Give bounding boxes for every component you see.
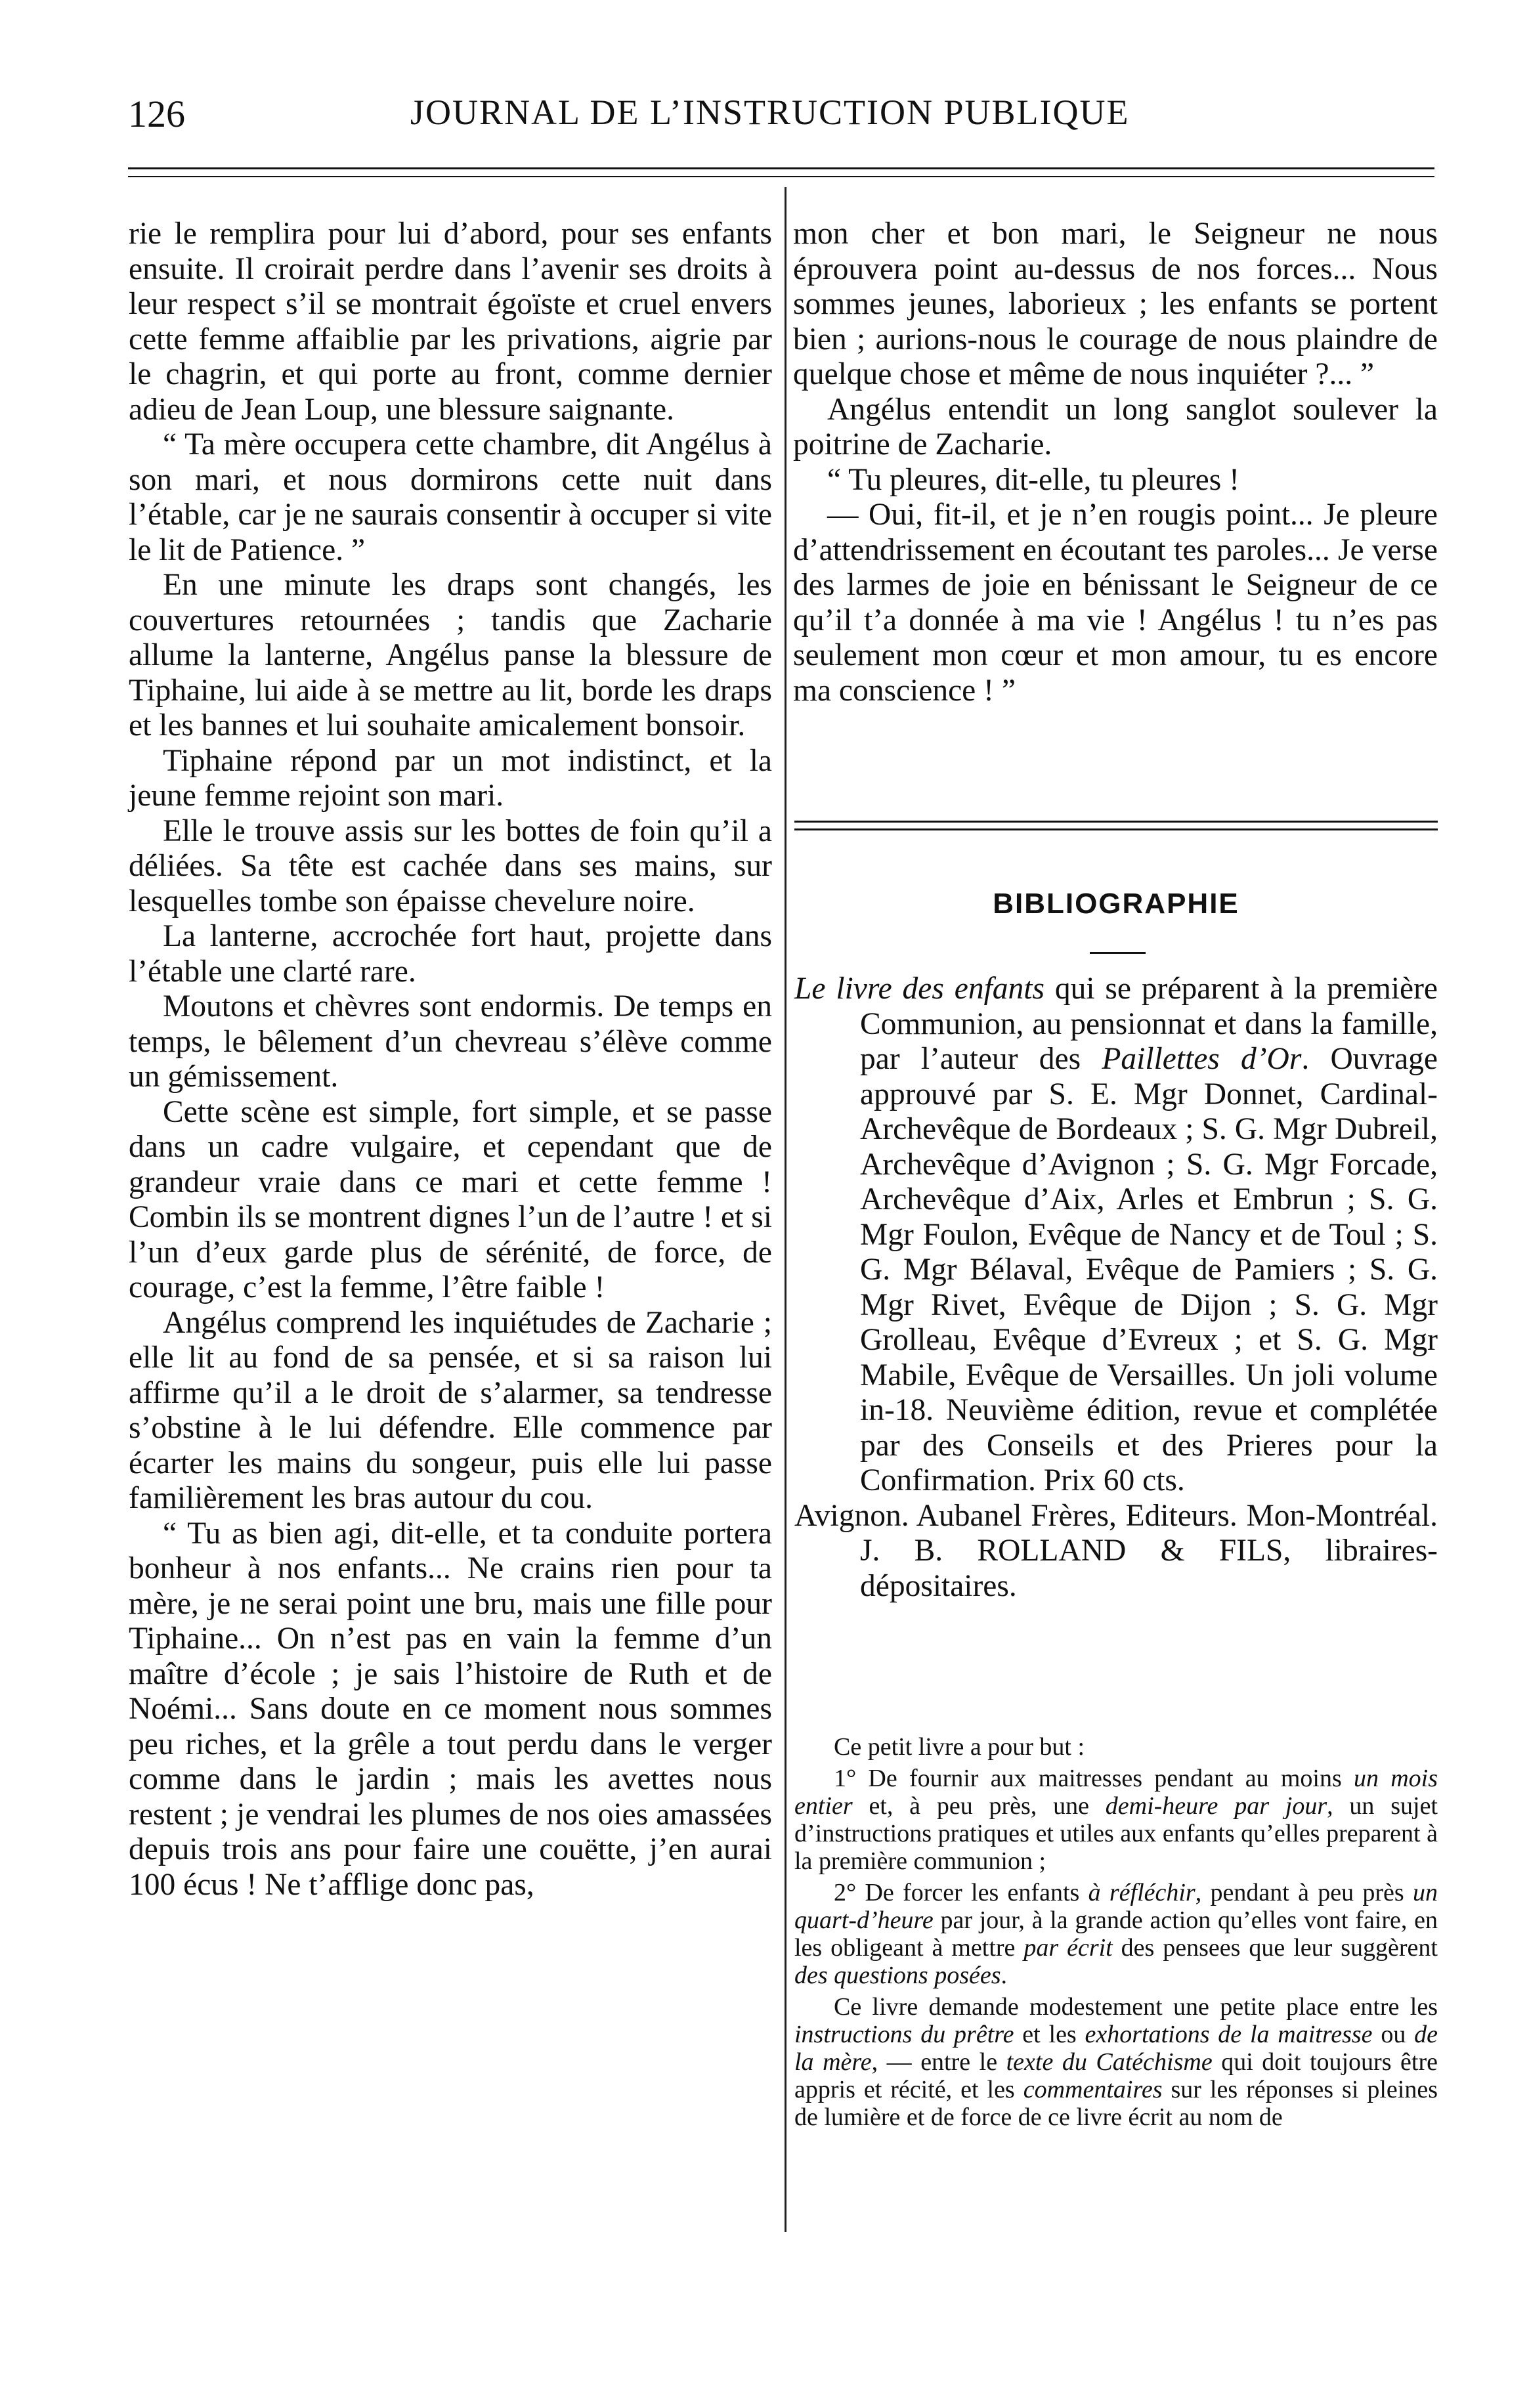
paragraph: Angélus entendit un long sanglot soulever la poitrine de Zacharie. (793, 392, 1438, 462)
text-run: des pensees que leur suggèrent (1112, 1934, 1438, 1962)
paragraph: Tiphaine répond par un mot indistinct, et la jeune femme rejoint son mari. (129, 743, 772, 813)
publisher-line: Avignon. Aubanel Frères, Editeurs. Mon-Montréal. J. B. ROLLAND & FILS, libraires-dépositaires. (794, 1498, 1438, 1603)
section-rule (794, 821, 1438, 823)
text-run: commentaires (1023, 2076, 1163, 2103)
text-run: , un sujet d’instructions pratiques et utiles aux enfants qu’elles preparent à la première communion ; (794, 1792, 1438, 1875)
text-run: qui doit toujours être appris et récité, et les (794, 2048, 1438, 2103)
text-run: . (1001, 1962, 1008, 1989)
paragraph: “ Tu pleures, dit-elle, tu pleures ! (827, 462, 1239, 497)
paragraph: En une minute les draps sont changés, les couvertures retournées ; tandis que Zacharie allume la lanterne, Angélus panse la blessure de Tiphaine, lui aide à se mettre au lit, borde les draps et les bannes et lui souhaite amicalement bonsoir. (129, 568, 772, 742)
text-run: exhortations de la maitresse (1085, 2021, 1373, 2048)
text-run: à réfléchir (1088, 1879, 1195, 1906)
paragraph: Angélus comprend les inquiétudes de Zacharie ; elle lit au fond de sa pensée, et si sa raison lui affirme qu’il a le droit de s’alarmer, sa tendresse s’obstine à le lui défendre. Elle commence par écarter les mains du songeur, puis elle lui passe familièrement les bras autour du cou. (129, 1305, 772, 1515)
book-purpose (794, 1733, 1438, 2135)
column-divider (785, 187, 786, 2232)
text-run: sur les réponses si pleines de lumière et de force de ce livre écrit au nom de (794, 2076, 1438, 2131)
text-run: des questions posées (794, 1962, 1001, 1989)
purpose-item-1 (794, 1765, 1438, 1875)
bibliography-entry (794, 972, 1438, 1604)
book-approvals: . Ouvrage approuvé par S. E. Mgr Donnet, Cardinal-Archevêque de Bordeaux ; S. G. Mgr Dubreil, Archevêque d’Avignon ; S. G. Mgr Forcade, Archevêque d’Aix, Arles et Embrun ; S. G. Mgr Foulon, Evêque de Nancy et de Toul ; S. G. Mgr Bélaval, Evêque de Pamiers ; S. G. Mgr Rivet, Evêque de Dijon ; S. G. Mgr Grolleau, Evêque d’Evreux ; et S. G. Mgr Mabile, Evêque de Versailles. Un joli volume in-18. Neuvième édition, revue et complétée par des Conseils et des Prieres pour la Confirmation. Prix 60 cts. (860, 1042, 1438, 1497)
paragraph: “ Tu as bien agi, dit-elle, et ta conduite portera bonheur à nos enfants... Ne crains rien pour ta mère, je ne serai point une bru, mais une fille pour Tiphaine... On n’est pas en vain la femme d’un maître d’école ; je sais l’histoire de Ruth et de Noémi... Sans doute en ce moment nous sommes peu riches, et la grêle a tout perdu dans le verger comme dans le jardin ; mais les avettes nous restent ; je vendrai les plumes de nos oies amassées depuis trois ans pour faire une couëtte, j’en aurai 100 écus ! Ne t’afflige donc pas, (129, 1516, 772, 1902)
text-run: instructions du prêtre (794, 2021, 1014, 2048)
left-column (129, 217, 772, 1903)
purpose-intro: Ce petit livre a pour but : (834, 1733, 1085, 1761)
page-header (128, 92, 1431, 144)
header-rule (128, 167, 1434, 169)
page-number: 126 (128, 93, 185, 135)
section-short-rule (1090, 952, 1146, 954)
text-run: 2° De forcer les enfants (834, 1879, 1088, 1906)
paragraph: Cette scène est simple, fort simple, et se passe dans un cadre vulgaire, et cependant que de grandeur vraie dans ce mari et cette femme ! Combin ils se montrent dignes l’un de l’autre ! et si l’un d’eux garde plus de sérénité, de force, de courage, c’est la femme, l’être faible ! (129, 1094, 772, 1304)
paragraph: Moutons et chèvres sont endormis. De temps en temps, le bêlement d’un chevreau s’élève comme un gémissement. (129, 989, 772, 1094)
paragraph: “ Ta mère occupera cette chambre, dit Angélus à son mari, et nous dormirons cette nuit dans l’étable, car je ne saurais consentir à occuper si vite le lit de Patience. ” (129, 427, 772, 567)
text-run: un mois entier (794, 1765, 1438, 1820)
text-run: de la mère (794, 2021, 1438, 2076)
purpose-item-2 (794, 1879, 1438, 1989)
paragraph: La lanterne, accrochée fort haut, projette dans l’étable une clarté rare. (129, 919, 772, 989)
referenced-work: Paillettes d’Or (1102, 1042, 1302, 1076)
text-run: et, à peu près, une (852, 1792, 1106, 1820)
book-title: Le livre des enfants (794, 972, 1044, 1006)
text-run: et les (1014, 2021, 1085, 2048)
text-run: , — entre le (871, 2048, 1006, 2076)
right-column (793, 217, 1438, 708)
section-title: BIBLIOGRAPHIE (993, 888, 1239, 920)
paragraph: Elle le trouve assis sur les bottes de foin qu’il a déliées. Sa tête est cachée dans ses mains, sur lesquelles tombe son épaisse chevelure noire. (129, 813, 772, 918)
text-run: ou (1372, 2021, 1415, 2048)
book-description: qui se préparent à la première Communion, au pensionnat et dans la famille, par l’auteur des (860, 972, 1438, 1076)
text-run: Ce livre demande modestement une petite place entre les (834, 1993, 1438, 2021)
paragraph: mon cher et bon mari, le Seigneur ne nous éprouvera point au-dessus de nos forces... Nous sommes jeunes, laborieux ; les enfants se portent bien ; aurions-nous le courage de nous plaindre de quelque chose et même de nous inquiéter ?... ” (793, 217, 1438, 391)
running-title: JOURNAL DE L’INSTRUCTION PUBLIQUE (410, 93, 1130, 132)
text-run: texte du Catéchisme (1006, 2048, 1213, 2076)
section-rule-secondary (794, 828, 1438, 830)
text-run: par écrit (1023, 1934, 1113, 1962)
text-run: un quart-d’heure (794, 1879, 1438, 1934)
text-run: demi-heure par jour (1105, 1792, 1327, 1820)
bibliography-citation (794, 972, 1438, 1499)
text-run: 1° De fournir aux maitresses pendant au moins (834, 1765, 1354, 1792)
purpose-item-3 (794, 1993, 1438, 2131)
paragraph: rie le remplira pour lui d’abord, pour ses enfants ensuite. Il croirait perdre dans l’avenir ses droits à leur respect s’il se montrait égoïste et cruel envers cette femme affaiblie par les privations, aigrie par le chagrin, et qui porte au front, comme dernier adieu de Jean Loup, une blessure saignante. (129, 217, 772, 427)
text-run: , pendant à peu près (1195, 1879, 1413, 1906)
paragraph: — Oui, fit-il, et je n’en rougis point... Je pleure d’attendrissement en écoutant tes paroles... Je verse des larmes de joie en bénissant le Seigneur de ce qu’il t’a donnée à ma vie ! Angélus ! tu n’es pas seulement mon cœur et mon amour, tu es encore ma conscience ! ” (793, 498, 1438, 708)
text-run: par jour, à la grande action qu’elles vont faire, en les obligeant à mettre (794, 1906, 1438, 1962)
header-rule-secondary (128, 176, 1434, 177)
